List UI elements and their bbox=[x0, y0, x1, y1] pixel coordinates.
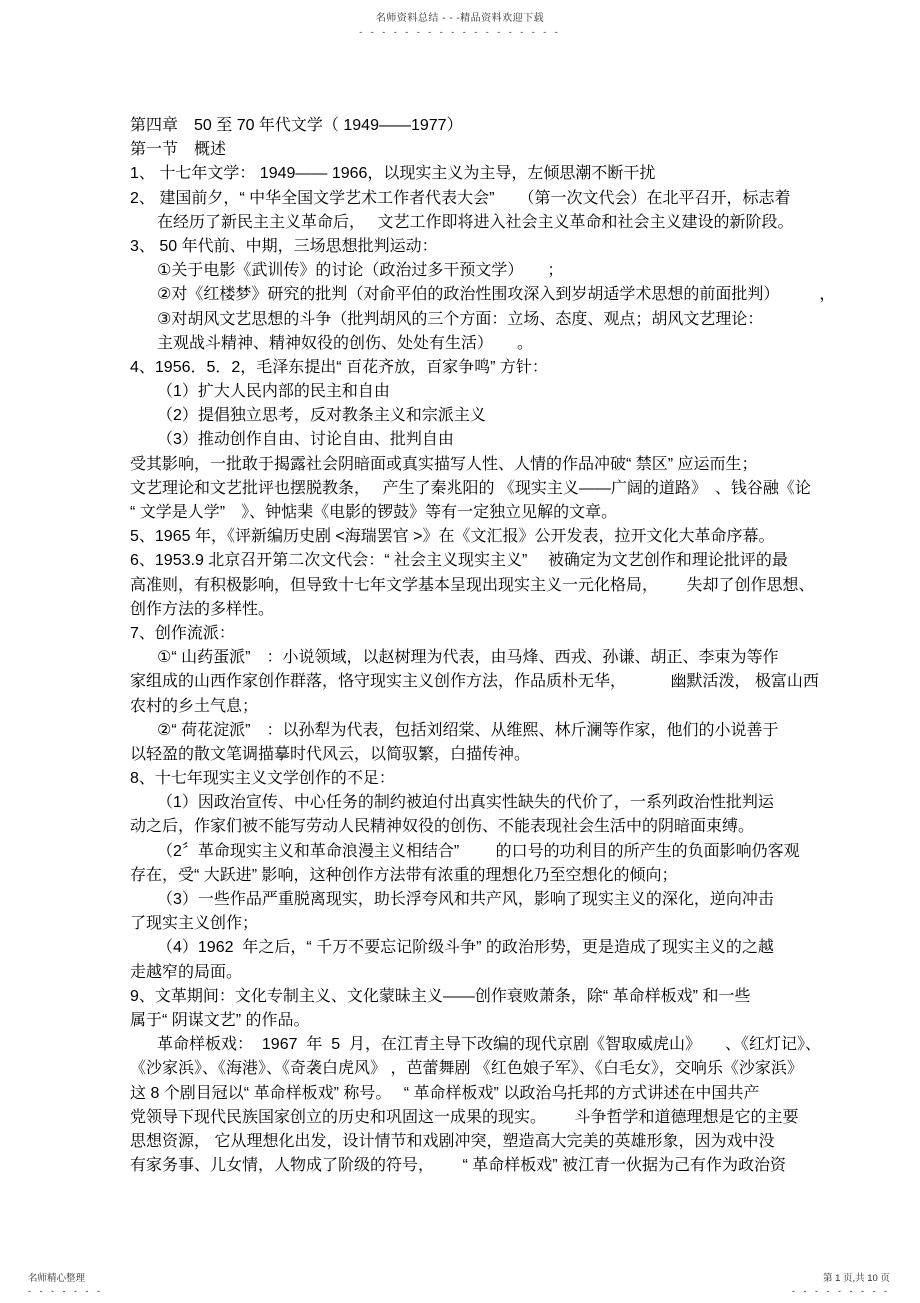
footer-left-text: 名师精心整理 bbox=[28, 1273, 86, 1284]
text-line: 这 8 个剧目冠以“ 革命样板戏” 称号。 “ 革命样板戏” 以政治乌托邦的方式讲述在中国共产 bbox=[130, 1084, 760, 1102]
text-line: ②“ 荷花淀派” ：以孙犁为代表，包括刘绍棠、从维熙、林斤澜等作家，他们的小说善于 bbox=[157, 721, 779, 739]
text-line: 动之后，作家们被不能写劳动人民精神奴役的创伤、不能表现社会生活中的阴暗面束缚。 bbox=[130, 818, 755, 836]
footer-left-dots: - - - - - - - bbox=[28, 1286, 103, 1296]
text-line: 5、1965 年，《评新编历史剧 <海瑞罢官 >》在《文汇报》公开发表，拉开文化大革命序幕。 bbox=[130, 528, 775, 546]
text-line: 以轻盈的散文笔调描摹时代风云，以简驭繁，白描传神。 bbox=[130, 745, 531, 763]
text-line: 3、 50 年代前、中期，三场思想批判运动： bbox=[130, 237, 438, 255]
footer-right bbox=[792, 1270, 890, 1295]
footer-left bbox=[28, 1270, 103, 1295]
page-number: 第 1 页,共 10 页 bbox=[822, 1273, 890, 1284]
footer-right-dots: - - - - - - - - - bbox=[792, 1286, 890, 1296]
text-line: 创作方法的多样性。 bbox=[130, 600, 275, 618]
text-line: 6、1953.9 北京召开第二次文代会：“ 社会主义现实主义” 被确定为文艺创作和理论批评的最 bbox=[130, 552, 788, 570]
text-line: 文艺理论和文艺批评也摆脱教条， 产生了秦兆阳的 《现实主义——广阔的道路》 、钱谷融《论 bbox=[130, 479, 811, 497]
text-line: （3）推动创作自由、讨论自由、批判自由 bbox=[157, 431, 454, 449]
text-line: ①关于电影《武训传》的讨论（政治过多干预文学） ； bbox=[157, 262, 564, 280]
text-line: 8、十七年现实主义文学创作的不足： bbox=[130, 770, 395, 788]
text-line: （3）一些作品严重脱离现实，助长浮夸风和共产风，影响了现实主义的深化，逆向冲击 bbox=[157, 891, 774, 908]
text-line: 党领导下现代民族国家创立的历史和巩固这一成果的现实。 斗争哲学和道德理想是它的主要 bbox=[130, 1108, 799, 1126]
text-line: （1）扩大人民内部的民主和自由 bbox=[157, 383, 390, 401]
page-header bbox=[0, 9, 920, 36]
text-line: 家组成的山西作家创作群落，恪守现实主义创作方法，作品质朴无华， 幽默活泼， 极富山西 bbox=[130, 673, 819, 691]
text-line: 思想资源， 它从理想化出发，设计情节和戏剧冲突，塑造高大完美的英雄形象，因为戏中没 bbox=[130, 1132, 775, 1150]
text-line: 高准则，有积极影响，但导致十七年文学基本呈现出现实主义一元化格局， 失却了创作思想、 bbox=[130, 576, 815, 594]
text-line: 4、1956．5．2，毛泽东提出“ 百花齐放，百家争鸣” 方针： bbox=[130, 358, 548, 376]
text-line: 走越窄的局面。 bbox=[130, 963, 243, 981]
text-line: 主观战斗精神、精神奴役的创伤、处处有生活） 。 bbox=[157, 334, 534, 352]
text-line: 《沙家浜》、《海港》、《奇袭白虎风》 ，芭蕾舞剧 《红色娘子军》、《白毛女》，交响乐《沙家浜》 bbox=[130, 1060, 803, 1078]
text-line: ②对《红楼梦》研究的批判（对俞平伯的政治性围攻深入到岁胡适学术思想的前面批判） ， bbox=[157, 286, 836, 304]
header-dots: - - - - - - - - - - - - - - - - - - bbox=[359, 27, 561, 37]
text-line: 存在，受“ 大跃进” 影响，这种创作方法带有浓重的理想化乃至空想化的倾向； bbox=[130, 866, 678, 884]
text-line: 农村的乡土气息； bbox=[130, 697, 259, 715]
text-line: 在经历了新民主主义革命后， 文艺工作即将进入社会主义革命和社会主义建设的新阶段。 bbox=[157, 213, 794, 231]
text-line: ①“ 山药蛋派” ：小说领域，以赵树理为代表，由马烽、西戎、孙谦、胡正、李束为等作 bbox=[157, 649, 779, 667]
text-line: （2〞革命现实主义和革命浪漫主义相结合” 的口号的功利目的所产生的负面影响仍客观 bbox=[157, 842, 800, 860]
text-line: 1、 十七年文学： 1949—— 1966，以现实主义为主导，左倾思潮不断干扰 bbox=[130, 165, 656, 183]
text-line: “ 文学是人学” 》、钟惦棐《电影的锣鼓》等有一定独立见解的文章。 bbox=[130, 504, 618, 521]
text-line: 第一节 概述 bbox=[130, 141, 227, 159]
header-title: 名师资料总结 - - -精品资料欢迎下载 bbox=[375, 13, 545, 24]
text-line: ③对胡风文艺思想的斗争（批判胡风的三个方面：立场、态度、观点；胡风文艺理论： bbox=[157, 310, 764, 328]
text-line: 了现实主义创作； bbox=[130, 915, 259, 933]
text-line: （4）1962 年之后，“ 千万不要忘记阶级斗争” 的政治形势，更是造成了现实主义的之越 bbox=[157, 939, 774, 957]
text-line: 2、 建国前夕，“ 中华全国文学艺术工作者代表大会” （第一次文代会）在北平召开，标志着 bbox=[130, 189, 791, 207]
text-line: 革命样板戏： 1967 年 5 月，在江青主导下改编的现代京剧《智取威虎山》 、《红灯记》、 bbox=[157, 1036, 822, 1054]
text-line: 9、文革期间：文化专制主义、文化蒙昧主义——创作衰败萧条，除“ 革命样板戏” 和一些 bbox=[130, 987, 751, 1005]
text-line: （2）提倡独立思考，反对教条主义和宗派主义 bbox=[157, 407, 486, 425]
text-line: 属于“ 阴谋文艺” 的作品。 bbox=[130, 1011, 310, 1029]
text-line: 受其影响，一批敢于揭露社会阴暗面或真实描写人性、人情的作品冲破“ 禁区” 应运而生； bbox=[130, 455, 758, 473]
text-line: 第四章 50 至 70 年代文学（ 1949——1977） bbox=[130, 117, 463, 134]
document-body bbox=[130, 114, 900, 1178]
text-line: 7、创作流派： bbox=[130, 624, 235, 642]
text-line: 有家务事、儿女情，人物成了阶级的符号， “ 革命样板戏” 被江青一伙据为己有作为政治资 bbox=[130, 1157, 786, 1175]
text-line: （1）因政治宣传、中心任务的制约被迫付出真实性缺失的代价了，一系列政治性批判运 bbox=[157, 794, 774, 812]
